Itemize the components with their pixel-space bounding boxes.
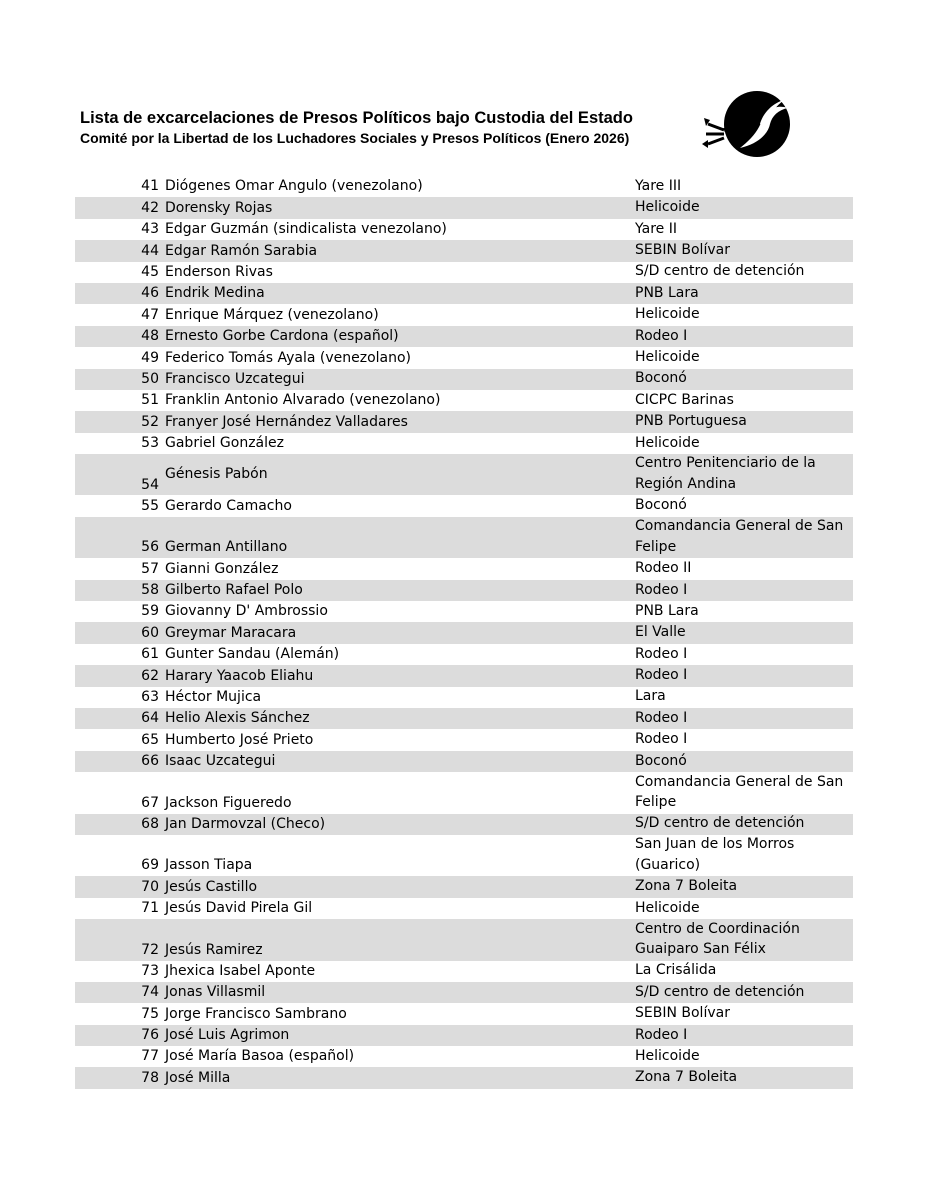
- prisoner-name: Jesús Ramirez: [165, 941, 263, 958]
- row-number: 66: [141, 753, 159, 770]
- detention-center: S/D centro de detención: [635, 815, 805, 832]
- prisoner-name: Francisco Uzcategui: [165, 370, 305, 387]
- prisoner-name: Héctor Mujica: [165, 688, 262, 705]
- document-title: Lista de excarcelaciones de Presos Políticos bajo Custodia del Estado: [80, 109, 633, 127]
- table-row: [75, 729, 853, 750]
- row-number: 65: [141, 731, 159, 748]
- prisoner-name: Jesús David Pirela Gil: [165, 900, 313, 917]
- row-number: 61: [141, 646, 159, 663]
- row-number: 59: [141, 603, 159, 620]
- prisoner-name: Humberto José Prieto: [165, 731, 314, 748]
- detention-center: Rodeo I: [635, 327, 688, 344]
- row-number: 46: [141, 285, 159, 302]
- table-row: [75, 411, 853, 432]
- detention-center: Centro de Coordinación Guaiparo San Félix: [635, 920, 800, 957]
- row-number: 71: [141, 900, 159, 917]
- detention-center: Yare III: [635, 177, 682, 194]
- row-number: 75: [141, 1005, 159, 1022]
- table-row: [75, 601, 853, 622]
- detention-center: Helicoide: [635, 1047, 700, 1064]
- table-row: [75, 898, 853, 919]
- row-number: 77: [141, 1048, 159, 1065]
- table-row: [75, 390, 853, 411]
- detention-center: S/D centro de detención: [635, 263, 805, 280]
- table-row: [75, 347, 853, 368]
- table-row: [75, 751, 853, 772]
- table-row: [75, 665, 853, 686]
- detention-center: Centro Penitenciario de la Región Andina: [635, 455, 816, 492]
- prisoner-name: Giovanny D' Ambrossio: [165, 603, 328, 620]
- prisoner-name: José Luis Agrimon: [165, 1027, 290, 1044]
- row-number: 43: [141, 221, 159, 238]
- row-number: 50: [141, 370, 159, 387]
- detention-center: Rodeo I: [635, 667, 688, 684]
- detention-center: S/D centro de detención: [635, 983, 805, 1000]
- table-row: [75, 644, 853, 665]
- prisoner-name: José María Basoa (español): [165, 1048, 355, 1065]
- prisoner-name: Ernesto Gorbe Cardona (español): [165, 328, 399, 345]
- prisoner-release-table: [75, 176, 853, 1089]
- table-row: [75, 495, 853, 516]
- row-number: 62: [141, 667, 159, 684]
- row-number: 52: [141, 413, 159, 430]
- prisoner-name: Jonas Villasmil: [165, 984, 266, 1001]
- row-number: 58: [141, 582, 159, 599]
- row-number: 69: [141, 857, 159, 874]
- detention-center: Rodeo I: [635, 1026, 688, 1043]
- row-number: 47: [141, 306, 159, 323]
- table-row: [75, 240, 853, 261]
- prisoner-name: Helio Alexis Sánchez: [165, 710, 310, 727]
- document-header: [80, 108, 633, 148]
- document-subtitle: Comité por la Libertad de los Luchadores Sociales y Presos Políticos (Enero 2026): [80, 130, 630, 146]
- detention-center: Helicoide: [635, 349, 700, 366]
- prisoner-name: Jan Darmovzal (Checo): [165, 815, 326, 832]
- prisoner-name: Jackson Figueredo: [165, 794, 292, 811]
- row-number: 67: [141, 794, 159, 811]
- prisoner-name: German Antillano: [165, 539, 288, 556]
- detention-center: Helicoide: [635, 899, 700, 916]
- prisoner-name: Gianni González: [165, 560, 279, 577]
- detention-center: Helicoide: [635, 199, 700, 216]
- detention-center: Rodeo I: [635, 645, 688, 662]
- prisoner-name: José Milla: [165, 1069, 231, 1086]
- detention-center: Rodeo I: [635, 581, 688, 598]
- table-row: [75, 876, 853, 897]
- table-row: [75, 454, 853, 495]
- row-number: 64: [141, 710, 159, 727]
- prisoner-name: Enderson Rivas: [165, 263, 273, 280]
- table-row: [75, 304, 853, 325]
- prisoner-name: Edgar Ramón Sarabia: [165, 242, 318, 259]
- table-row: [75, 1046, 853, 1067]
- prisoner-name: Jhexica Isabel Aponte: [165, 962, 316, 979]
- detention-center: PNB Lara: [635, 602, 699, 619]
- table-row: [75, 708, 853, 729]
- row-number: 60: [141, 624, 159, 641]
- table-row: [75, 262, 853, 283]
- detention-center: Helicoide: [635, 306, 700, 323]
- table-row: [75, 1025, 853, 1046]
- table-row: [75, 517, 853, 558]
- prisoner-name: Gilberto Rafael Polo: [165, 582, 303, 599]
- prisoner-name: Enrique Márquez (venezolano): [165, 306, 379, 323]
- detention-center: La Crisálida: [635, 962, 717, 979]
- detention-center: Boconó: [635, 752, 687, 769]
- detention-center: Comandancia General de San Felipe: [635, 773, 844, 811]
- detention-center: Lara: [635, 688, 666, 705]
- detention-center: Helicoide: [635, 434, 700, 451]
- table-row: [75, 961, 853, 982]
- table-row: [75, 1067, 853, 1088]
- prisoner-name: Jasson Tiapa: [165, 857, 253, 874]
- table-row: [75, 283, 853, 304]
- row-number: 63: [141, 688, 159, 705]
- prisoner-name: Endrik Medina: [165, 285, 265, 302]
- table-row: [75, 558, 853, 579]
- table-row: [75, 580, 853, 601]
- detention-center: Yare II: [635, 220, 677, 237]
- row-number: 53: [141, 435, 159, 452]
- detention-center: Comandancia General de San Felipe: [635, 518, 844, 555]
- row-number: 70: [141, 878, 159, 895]
- prisoner-name: Gunter Sandau (Alemán): [165, 646, 340, 663]
- table-row: [75, 919, 853, 960]
- detention-center: Rodeo II: [635, 560, 692, 577]
- prisoner-name: Dorensky Rojas: [165, 199, 273, 216]
- row-number: 44: [141, 242, 159, 259]
- detention-center: San Juan de los Morros (Guarico): [635, 836, 795, 873]
- row-number: 78: [141, 1069, 159, 1086]
- detention-center: Boconó: [635, 497, 687, 514]
- row-number: 45: [141, 263, 159, 280]
- prisoner-name: Isaac Uzcategui: [165, 753, 276, 770]
- row-number: 41: [141, 178, 159, 195]
- prisoner-name: Greymar Maracara: [165, 624, 297, 641]
- dove-in-circle-logo: [700, 90, 792, 160]
- row-number: 74: [141, 984, 159, 1001]
- table-row: [75, 772, 853, 813]
- detention-center: CICPC Barinas: [635, 391, 734, 408]
- row-number: 49: [141, 349, 159, 366]
- prisoner-name: Franyer José Hernández Valladares: [165, 413, 408, 430]
- prisoner-name: Diógenes Omar Angulo (venezolano): [165, 178, 423, 195]
- prisoner-name: Jesús Castillo: [165, 878, 258, 895]
- detention-center: PNB Lara: [635, 284, 699, 301]
- row-number: 57: [141, 560, 159, 577]
- table-row: [75, 814, 853, 835]
- row-number: 68: [141, 815, 159, 832]
- table-row: [75, 176, 853, 197]
- prisoner-name: Gerardo Camacho: [165, 497, 292, 514]
- row-number: 51: [141, 392, 159, 409]
- table-row: [75, 219, 853, 240]
- detention-center: SEBIN Bolívar: [635, 242, 730, 259]
- prisoner-name: Harary Yaacob Eliahu: [165, 667, 314, 684]
- row-number: 76: [141, 1027, 159, 1044]
- prisoner-name: Jorge Francisco Sambrano: [165, 1005, 347, 1022]
- detention-center: Boconó: [635, 370, 687, 387]
- row-number: 48: [141, 328, 159, 345]
- row-number: 42: [141, 199, 159, 216]
- prisoner-name: Edgar Guzmán (sindicalista venezolano): [165, 221, 447, 238]
- table-row: [75, 433, 853, 454]
- table-row: [75, 835, 853, 876]
- prisoner-name: Gabriel González: [165, 435, 284, 452]
- row-number: 72: [141, 941, 159, 958]
- detention-center: PNB Portuguesa: [635, 413, 747, 430]
- table-row: [75, 687, 853, 708]
- row-number: 54: [141, 477, 159, 494]
- table-row: [75, 982, 853, 1003]
- detention-center: Rodeo I: [635, 709, 688, 726]
- row-number: 73: [141, 962, 159, 979]
- row-number: 56: [141, 539, 159, 556]
- detention-center: Rodeo I: [635, 731, 688, 748]
- detention-center: Zona 7 Boleita: [635, 1069, 738, 1086]
- row-number: 55: [141, 497, 159, 514]
- table-row: [75, 326, 853, 347]
- table-row: [75, 622, 853, 643]
- table-row: [75, 197, 853, 218]
- detention-center: SEBIN Bolívar: [635, 1005, 730, 1022]
- prisoner-name: Génesis Pabón: [165, 466, 268, 483]
- detention-center: Zona 7 Boleita: [635, 878, 738, 895]
- table-row: [75, 369, 853, 390]
- prisoner-name: Federico Tomás Ayala (venezolano): [165, 349, 411, 366]
- prisoner-name: Franklin Antonio Alvarado (venezolano): [165, 392, 441, 409]
- table-row: [75, 1003, 853, 1024]
- detention-center: El Valle: [635, 624, 686, 641]
